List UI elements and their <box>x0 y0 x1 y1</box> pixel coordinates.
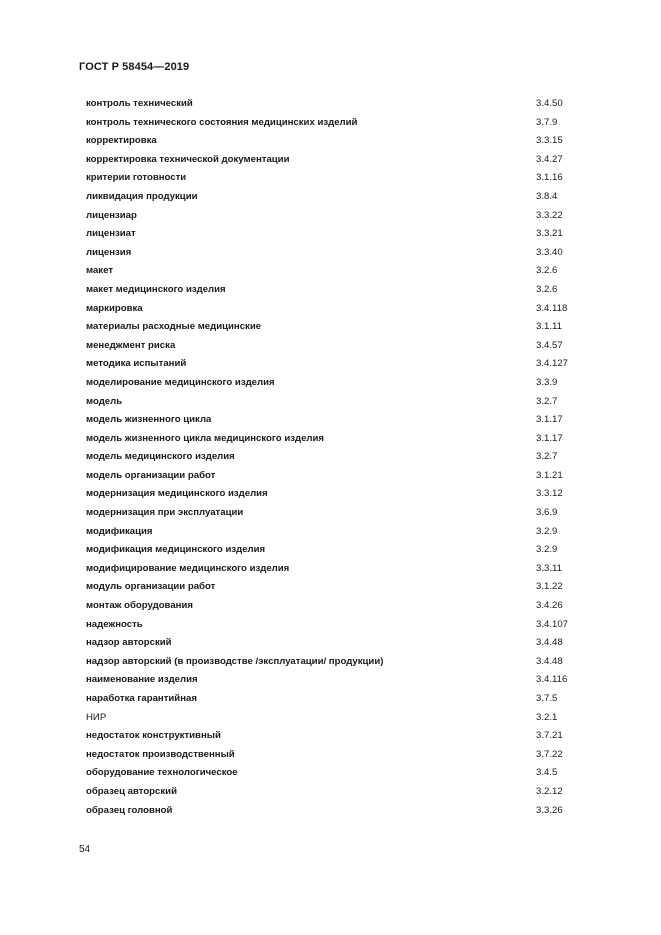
index-reference: 3.3.11 <box>536 562 562 574</box>
index-reference: 3.8.4 <box>536 190 558 202</box>
index-term: монтаж оборудования <box>86 600 193 612</box>
index-entry <box>86 169 596 188</box>
index-term: менеджмент риска <box>86 339 176 351</box>
index-term: модернизация при эксплуатации <box>86 507 244 519</box>
index-entry <box>86 95 596 114</box>
index-term: модифицирование медицинского изделия <box>86 562 290 574</box>
index-entry <box>86 262 596 281</box>
index-entry <box>86 393 596 412</box>
index-entry <box>86 504 596 523</box>
index-entry <box>86 225 596 244</box>
index-entry <box>86 300 596 319</box>
index-term: надежность <box>86 618 143 630</box>
index-term: ликвидация продукции <box>86 190 198 202</box>
index-term: недостаток производственный <box>86 748 235 760</box>
index-entry <box>86 746 596 765</box>
index-term: материалы расходные медицинские <box>86 321 262 333</box>
index-term: лицензия <box>86 246 132 258</box>
index-reference: 3.4.50 <box>536 98 563 109</box>
index-entry <box>86 783 596 802</box>
index-entry <box>86 523 596 542</box>
index-entry <box>86 355 596 374</box>
index-reference: 3.7.9 <box>536 116 558 128</box>
index-reference: 3.7.5 <box>536 693 558 704</box>
index-entry <box>86 653 596 672</box>
index-reference: 3.2.6 <box>536 283 558 295</box>
index-reference: 3.1.22 <box>536 581 563 593</box>
index-term: наработка гарантийная <box>86 693 197 704</box>
index-entry <box>86 690 596 709</box>
index-reference: 3.1.11 <box>536 321 562 333</box>
index-entry <box>86 671 596 690</box>
index-reference: 3.2.9 <box>536 544 558 556</box>
index-term: модернизация медицинского изделия <box>86 488 268 500</box>
index-reference: 3.3.22 <box>536 209 563 221</box>
index-reference: 3.1.16 <box>536 172 563 184</box>
index-term: модель <box>86 395 123 407</box>
index-reference: 3.2.1 <box>536 711 558 723</box>
index-reference: 3.1.17 <box>536 432 563 444</box>
index-term: модель медицинского изделия <box>86 451 235 463</box>
index-term: корректировка <box>86 135 157 147</box>
index-term: корректировка технической документации <box>86 153 290 165</box>
index-term: моделирование медицинского изделия <box>86 376 275 388</box>
index-entry <box>86 709 596 728</box>
index-reference: 3.3.26 <box>536 804 563 816</box>
index-term: НИР <box>86 711 107 723</box>
index-entry <box>86 374 596 393</box>
index-reference: 3.4.26 <box>536 600 563 612</box>
index-entry <box>86 337 596 356</box>
index-term: недостаток конструктивный <box>86 730 221 742</box>
index-entry <box>86 318 596 337</box>
index-reference: 3.4.118 <box>536 302 568 314</box>
index-entry <box>86 634 596 653</box>
index-entry <box>86 578 596 597</box>
index-entry <box>86 281 596 300</box>
index-term: модуль организации работ <box>86 581 216 593</box>
index-term: лицензиар <box>86 209 137 221</box>
index-reference: 3.4.116 <box>536 674 568 686</box>
index-term: методика испытаний <box>86 358 187 370</box>
index-term: макет медицинского изделия <box>86 283 226 295</box>
index-entry <box>86 430 596 449</box>
index-entry <box>86 151 596 170</box>
index-reference: 3.7.21 <box>536 730 563 742</box>
document-header: ГОСТ Р 58454—2019 <box>79 61 190 73</box>
index-reference: 3.4.107 <box>536 618 569 630</box>
index-term: лицензиат <box>86 228 136 240</box>
index-entry <box>86 727 596 746</box>
index-reference: 3.2.12 <box>536 785 563 797</box>
index-reference: 3.3.15 <box>536 135 563 147</box>
term-index-list <box>86 95 596 820</box>
index-term: модель жизненного цикла медицинского изделия <box>86 432 324 444</box>
index-reference: 3.3.9 <box>536 376 558 388</box>
index-term: макет <box>86 265 114 277</box>
index-term: модификация медицинского изделия <box>86 544 266 556</box>
index-term: критерии готовности <box>86 172 187 184</box>
index-term: маркировка <box>86 302 143 314</box>
page-number: 54 <box>79 844 91 855</box>
index-entry <box>86 132 596 151</box>
index-entry <box>86 541 596 560</box>
index-reference: 3.3.40 <box>536 246 563 258</box>
index-entry <box>86 467 596 486</box>
index-reference: 3.7.22 <box>536 748 563 760</box>
index-term: контроль технического состояния медицинских изделий <box>86 116 358 128</box>
index-entry <box>86 560 596 579</box>
index-entry <box>86 244 596 263</box>
index-reference: 3.2.7 <box>536 451 558 463</box>
index-entry <box>86 448 596 467</box>
index-term: модель организации работ <box>86 469 216 481</box>
index-term: образец головной <box>86 804 173 816</box>
index-entry <box>86 802 596 821</box>
index-entry <box>86 411 596 430</box>
index-reference: 3.1.21 <box>536 469 563 481</box>
index-entry <box>86 207 596 226</box>
index-entry <box>86 764 596 783</box>
index-term: контроль технический <box>86 98 193 109</box>
index-reference: 3.4.27 <box>536 153 563 165</box>
index-term: модель жизненного цикла <box>86 414 212 426</box>
index-entry <box>86 114 596 133</box>
index-reference: 3.1.17 <box>536 414 563 426</box>
index-reference: 3.2.7 <box>536 395 558 407</box>
index-reference: 3.3.21 <box>536 228 563 240</box>
index-entry <box>86 485 596 504</box>
index-term: надзор авторский (в производстве /эксплуатации/ продукции) <box>86 655 384 667</box>
index-reference: 3.4.57 <box>536 339 563 351</box>
index-entry <box>86 188 596 207</box>
index-reference: 3.2.6 <box>536 265 558 277</box>
index-reference: 3.3.12 <box>536 488 563 500</box>
index-term: оборудование технологическое <box>86 767 238 779</box>
index-term: образец авторский <box>86 785 177 797</box>
index-reference: 3.4.127 <box>536 358 569 370</box>
index-entry <box>86 597 596 616</box>
index-term: надзор авторский <box>86 637 172 649</box>
index-reference: 3.4.5 <box>536 767 558 779</box>
index-entry <box>86 616 596 635</box>
index-term: модификация <box>86 525 153 537</box>
index-reference: 3.4.48 <box>536 655 563 667</box>
index-reference: 3.4.48 <box>536 637 563 649</box>
index-reference: 3.2.9 <box>536 525 558 537</box>
index-term: наименование изделия <box>86 674 198 686</box>
index-reference: 3.6.9 <box>536 507 558 519</box>
